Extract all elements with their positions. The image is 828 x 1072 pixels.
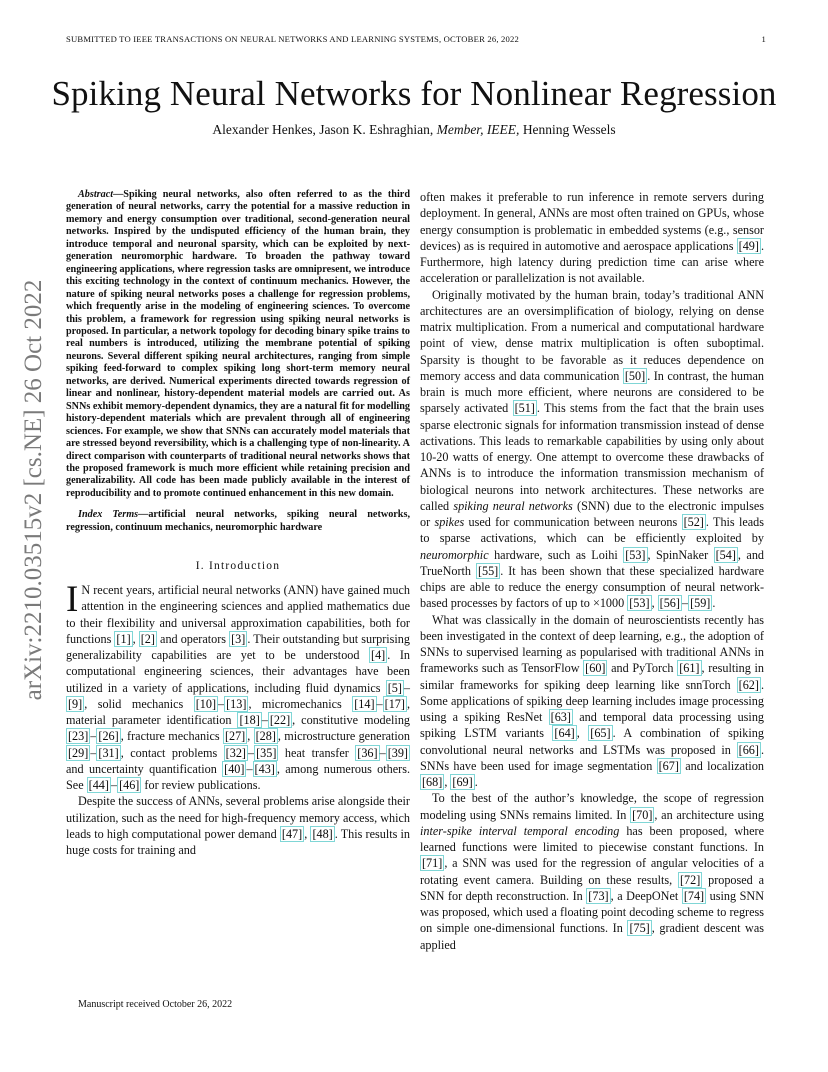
- manuscript-footnote: Manuscript received October 26, 2022: [78, 999, 233, 1010]
- section-heading-introduction: I. Introduction: [195, 560, 281, 573]
- index-terms: [66, 509, 410, 534]
- citation-link[interactable]: [9]: [68, 696, 83, 711]
- citation-link[interactable]: [3]: [231, 631, 246, 646]
- citation-link[interactable]: [49]: [738, 238, 759, 253]
- running-title: SUBMITTED TO IEEE TRANSACTIONS ON NEURAL NETWORKS AND LEARNING SYSTEMS, OCTOBER 26, 2022: [66, 34, 520, 44]
- citation-link[interactable]: [29]: [68, 745, 89, 760]
- citation-link[interactable]: [28]: [255, 729, 276, 744]
- left-column: [66, 189, 410, 858]
- citation-link[interactable]: [27]: [224, 729, 246, 744]
- citation-link[interactable]: [46]: [119, 778, 140, 793]
- citation-link[interactable]: [71]: [422, 856, 443, 871]
- citation-link[interactable]: [73]: [588, 888, 609, 903]
- index-terms-text: —artificial neural networks, spiking neural networks, regression, continuum mechanics, neuromorphic hardware: [66, 509, 410, 533]
- italic-term: spiking neural networks: [453, 498, 573, 513]
- citation-link[interactable]: [55]: [477, 563, 499, 578]
- dropcap: I: [66, 579, 79, 621]
- citation-link[interactable]: [69]: [452, 775, 473, 789]
- citation-link[interactable]: [67]: [658, 758, 679, 773]
- intro-paragraph-1: [66, 579, 411, 793]
- citation-link[interactable]: [23]: [68, 729, 89, 744]
- author-line: [0, 122, 828, 138]
- citation-link[interactable]: [64]: [554, 726, 575, 741]
- abstract-text: —Spiking neural networks, also often referred to as the third generation of neural networks, carry the potential for a massive reduction in memory and energy consumption over traditional, second-generation neural networks. Inspired by the undisputed efficiency of the human brain, they introduce temporal and neuronal sparsity, which can be exploited by next-generation neuromorphic hardware. To broaden the pathway toward engineering applications, where regression tasks are omnipresent, we introduce this exciting technology in the context of continuum mechanics. However, the nature of spiking neural networks poses a challenge for regression problems, which frequently arise in the modeling of engineering sciences. To overcome this problem, a framework for regression using spiking neural networks is proposed. In particular, a network topology for decoding binary spike trains to real numbers is introduced, utilizing the membrane potential of spiking neurons. Several different spiking neural architectures, ranging from simple spiking feed-forward to complex spiking long short-term memory neural networks, are derived. Numerical experiments directed towards regression of linear and nonlinear, history-dependent material models are carried out. As SNNs exhibit memory-dependent dynamics, they are a natural fit for modelling history-dependent materials which are prevalent through all of engineering sciences. For example, we show that SNNs can accurately model materials that are stressed beyond reversibility, which is a challenging type of non-linearity. A direct comparison with counterparts of traditional neural networks shows that the proposed framework is much more efficient while retaining precision and generalizability. All code has been made publicly available in the interest of reproducibility and to promote continued enhancement in this new domain.: [66, 189, 411, 499]
- citation-link[interactable]: [40]: [224, 761, 245, 776]
- citation-link[interactable]: [10]: [195, 696, 217, 711]
- citation-link[interactable]: [14]: [354, 696, 375, 711]
- intro-paragraph-2: Despite the success of ANNs, several problems arise alongside their utilization, such as the need for high-frequency memory access, which leads to high computational power demand [47] , [48] . This results in huge costs for training and: [66, 794, 411, 858]
- citation-link[interactable]: [54]: [715, 547, 736, 562]
- citation-link[interactable]: [26]: [98, 729, 119, 744]
- citation-link[interactable]: [61]: [679, 661, 700, 676]
- citation-link[interactable]: [5]: [387, 680, 402, 695]
- citation-link[interactable]: [68]: [422, 775, 443, 789]
- citation-link[interactable]: [35]: [256, 745, 277, 760]
- right-paragraph-3: What was classically in the domain of neuroscientists recently has been investigated in the context of deep learning, e.g., the adoption of SNNs to supervised learning as popularised with traditional ANNs in frameworks such as TensorFlow [60] and PyTorch [61] , resulting in similar frameworks for spiking deep learning like snnTorch [62] . Some applications of spiking deep learning includes image processing using a spiking ResNet [63] and temporal data processing using spiking LSTM variants [64] , [65] . A combination of spiking convolutional neural networks and LSTMs was proposed in [66] . SNNs have been used for image segmentation [67] and localization [68] , [69] .: [420, 612, 765, 789]
- citation-link[interactable]: [70]: [632, 807, 653, 822]
- citation-link[interactable]: [31]: [98, 745, 119, 760]
- citation-link[interactable]: [74]: [683, 888, 705, 903]
- citation-link[interactable]: [56]: [659, 596, 680, 611]
- citation-link[interactable]: [39]: [387, 745, 408, 760]
- citation-link[interactable]: [43]: [254, 761, 275, 776]
- citation-link[interactable]: [17]: [384, 696, 405, 711]
- right-column: [420, 189, 764, 953]
- author-membership: Member, IEEE,: [436, 122, 520, 137]
- right-paragraph-4: To the best of the author’s knowledge, the scope of regression modeling using SNNs remains limited. In [70] , an architecture using inter-spike interval temporal encoding has been proposed, where learned functions were limited to piecewise constant functions. In [71] , a SNN was used for the regression of angular velocities of a rotating event camera. Building on these results, [72] proposed a SNN for depth reconstruction. In [73] , a DeepONet [74] using SNN was proposed, which used a floating point decoding scheme to regress on simple one-dimensional functions. In [75] , gradient descent was applied: [420, 791, 764, 952]
- citation-link[interactable]: [65]: [590, 726, 611, 741]
- running-header: [66, 34, 766, 44]
- citation-link[interactable]: [72]: [679, 872, 701, 887]
- italic-term: spikes: [434, 515, 465, 529]
- abstract: [66, 189, 410, 500]
- citation-link[interactable]: [60]: [585, 661, 606, 676]
- citation-link[interactable]: [51]: [514, 401, 535, 416]
- italic-term: neuromorphic: [420, 547, 489, 562]
- citation-link[interactable]: [36]: [357, 745, 378, 760]
- index-terms-lead: Index Terms: [78, 509, 139, 521]
- citation-link[interactable]: [2]: [140, 631, 155, 646]
- page-number: 1: [761, 34, 766, 44]
- citation-link[interactable]: [4]: [371, 648, 386, 663]
- abstract-lead: Abstract: [78, 189, 114, 200]
- intro-paragraph-1-text: N recent years, artificial neural networks (ANN) have gained much attention in the engineering sciences and applied mathematics due to their flexibility and universal approximation capabilities, both for functions [1] , [2] and operators [3] . Their outstanding but surprising generalizability capabilities are yet to be understood [4] . In computational engineering sciences, their advantages have been utilized in a variety of applications, including fluid dynamics [5] –[9] , solid mechanics [10] – [13] , micromechanics [14] – [17] , material parameter identification [18] – [22] , constitutive modeling [23] – [26] , fracture mechanics [27] , [28] , microstructure generation [29] – [31] , contact problems [32] – [35] heat transfer [36] – [39] and uncertainty quantification [40] – [43] , among numerous others. See [44] – [46] for review publications.: [66, 583, 411, 793]
- author-names-2: Henning Wessels: [519, 122, 616, 137]
- citation-link[interactable]: [18]: [239, 713, 260, 728]
- citation-link[interactable]: [52]: [683, 515, 704, 529]
- citation-link[interactable]: [53]: [625, 547, 646, 562]
- citation-link[interactable]: [13]: [226, 696, 247, 711]
- italic-term: inter-spike interval temporal encoding: [420, 823, 620, 838]
- author-names-1: Alexander Henkes, Jason K. Eshraghian,: [212, 122, 437, 137]
- citation-link[interactable]: [59]: [690, 596, 711, 611]
- arxiv-stamp[interactable]: [14, 279, 54, 701]
- paper-title: Spiking Neural Networks for Nonlinear Regression: [51, 74, 777, 113]
- citation-link[interactable]: [1]: [116, 631, 131, 646]
- citation-link[interactable]: [50]: [624, 368, 646, 383]
- citation-link[interactable]: [62]: [738, 677, 759, 692]
- citation-link[interactable]: [66]: [738, 742, 759, 757]
- right-paragraph-continued: often makes it preferable to run inference in remote servers during deployment. In general, ANNs are most often trained on GPUs, whose energy consumption is problematic in embedded systems (e.g., sensor devices) as is required in automotive and aerospace applications [49] . Furthermore, high latency during prediction time can arise where acceleration or parallelization is not available.: [420, 190, 764, 286]
- arxiv-identifier: arXiv:2210.03515v2 [cs.NE] 26 Oct 2022: [20, 279, 47, 701]
- citation-link[interactable]: [53]: [629, 596, 650, 611]
- right-paragraph-2: Originally motivated by the human brain, today’s traditional ANN architectures are an oversimplification of biology, relying on dense matrix multiplication. From a numerical and computational hardware point of view, dense matrix multiplication is often suboptimal. Sparsity is thought to be favorable as it reduces dependence on memory access and data communication [50] . In contrast, the human brain is much more efficient, where neurons are considered to be sparsely activated [51] . This stems from the fact that the brain uses sparse electronic signals for information transmission instead of dense activations. This leads to remarkable capabilities by using only about 10-20 watts of energy. One attempt to overcome these drawbacks of ANNs is to introduce the information transmission mechanism of biological neurons into network architectures. These networks are called spiking neural networks (SNN) due to the electronic impulses or spikes used for communication between neurons [52] . This leads to sparse activations, which can be efficiently exploited by neuromorphic hardware, such as Loihi [53] , SpinNaker [54] , and TrueNorth [55] . It has been shown that these specialized hardware chips are able to reduce the energy consumption of neural network-based processes by factors of up to ×1000 [53] , [56] – [59] .: [420, 287, 765, 611]
- citation-link[interactable]: [48]: [312, 826, 333, 841]
- citation-link[interactable]: [75]: [629, 921, 650, 936]
- citation-link[interactable]: [44]: [88, 778, 109, 793]
- citation-link[interactable]: [47]: [281, 826, 303, 841]
- citation-link[interactable]: [32]: [225, 745, 246, 760]
- citation-link[interactable]: [63]: [550, 710, 571, 724]
- citation-link[interactable]: [22]: [269, 713, 291, 728]
